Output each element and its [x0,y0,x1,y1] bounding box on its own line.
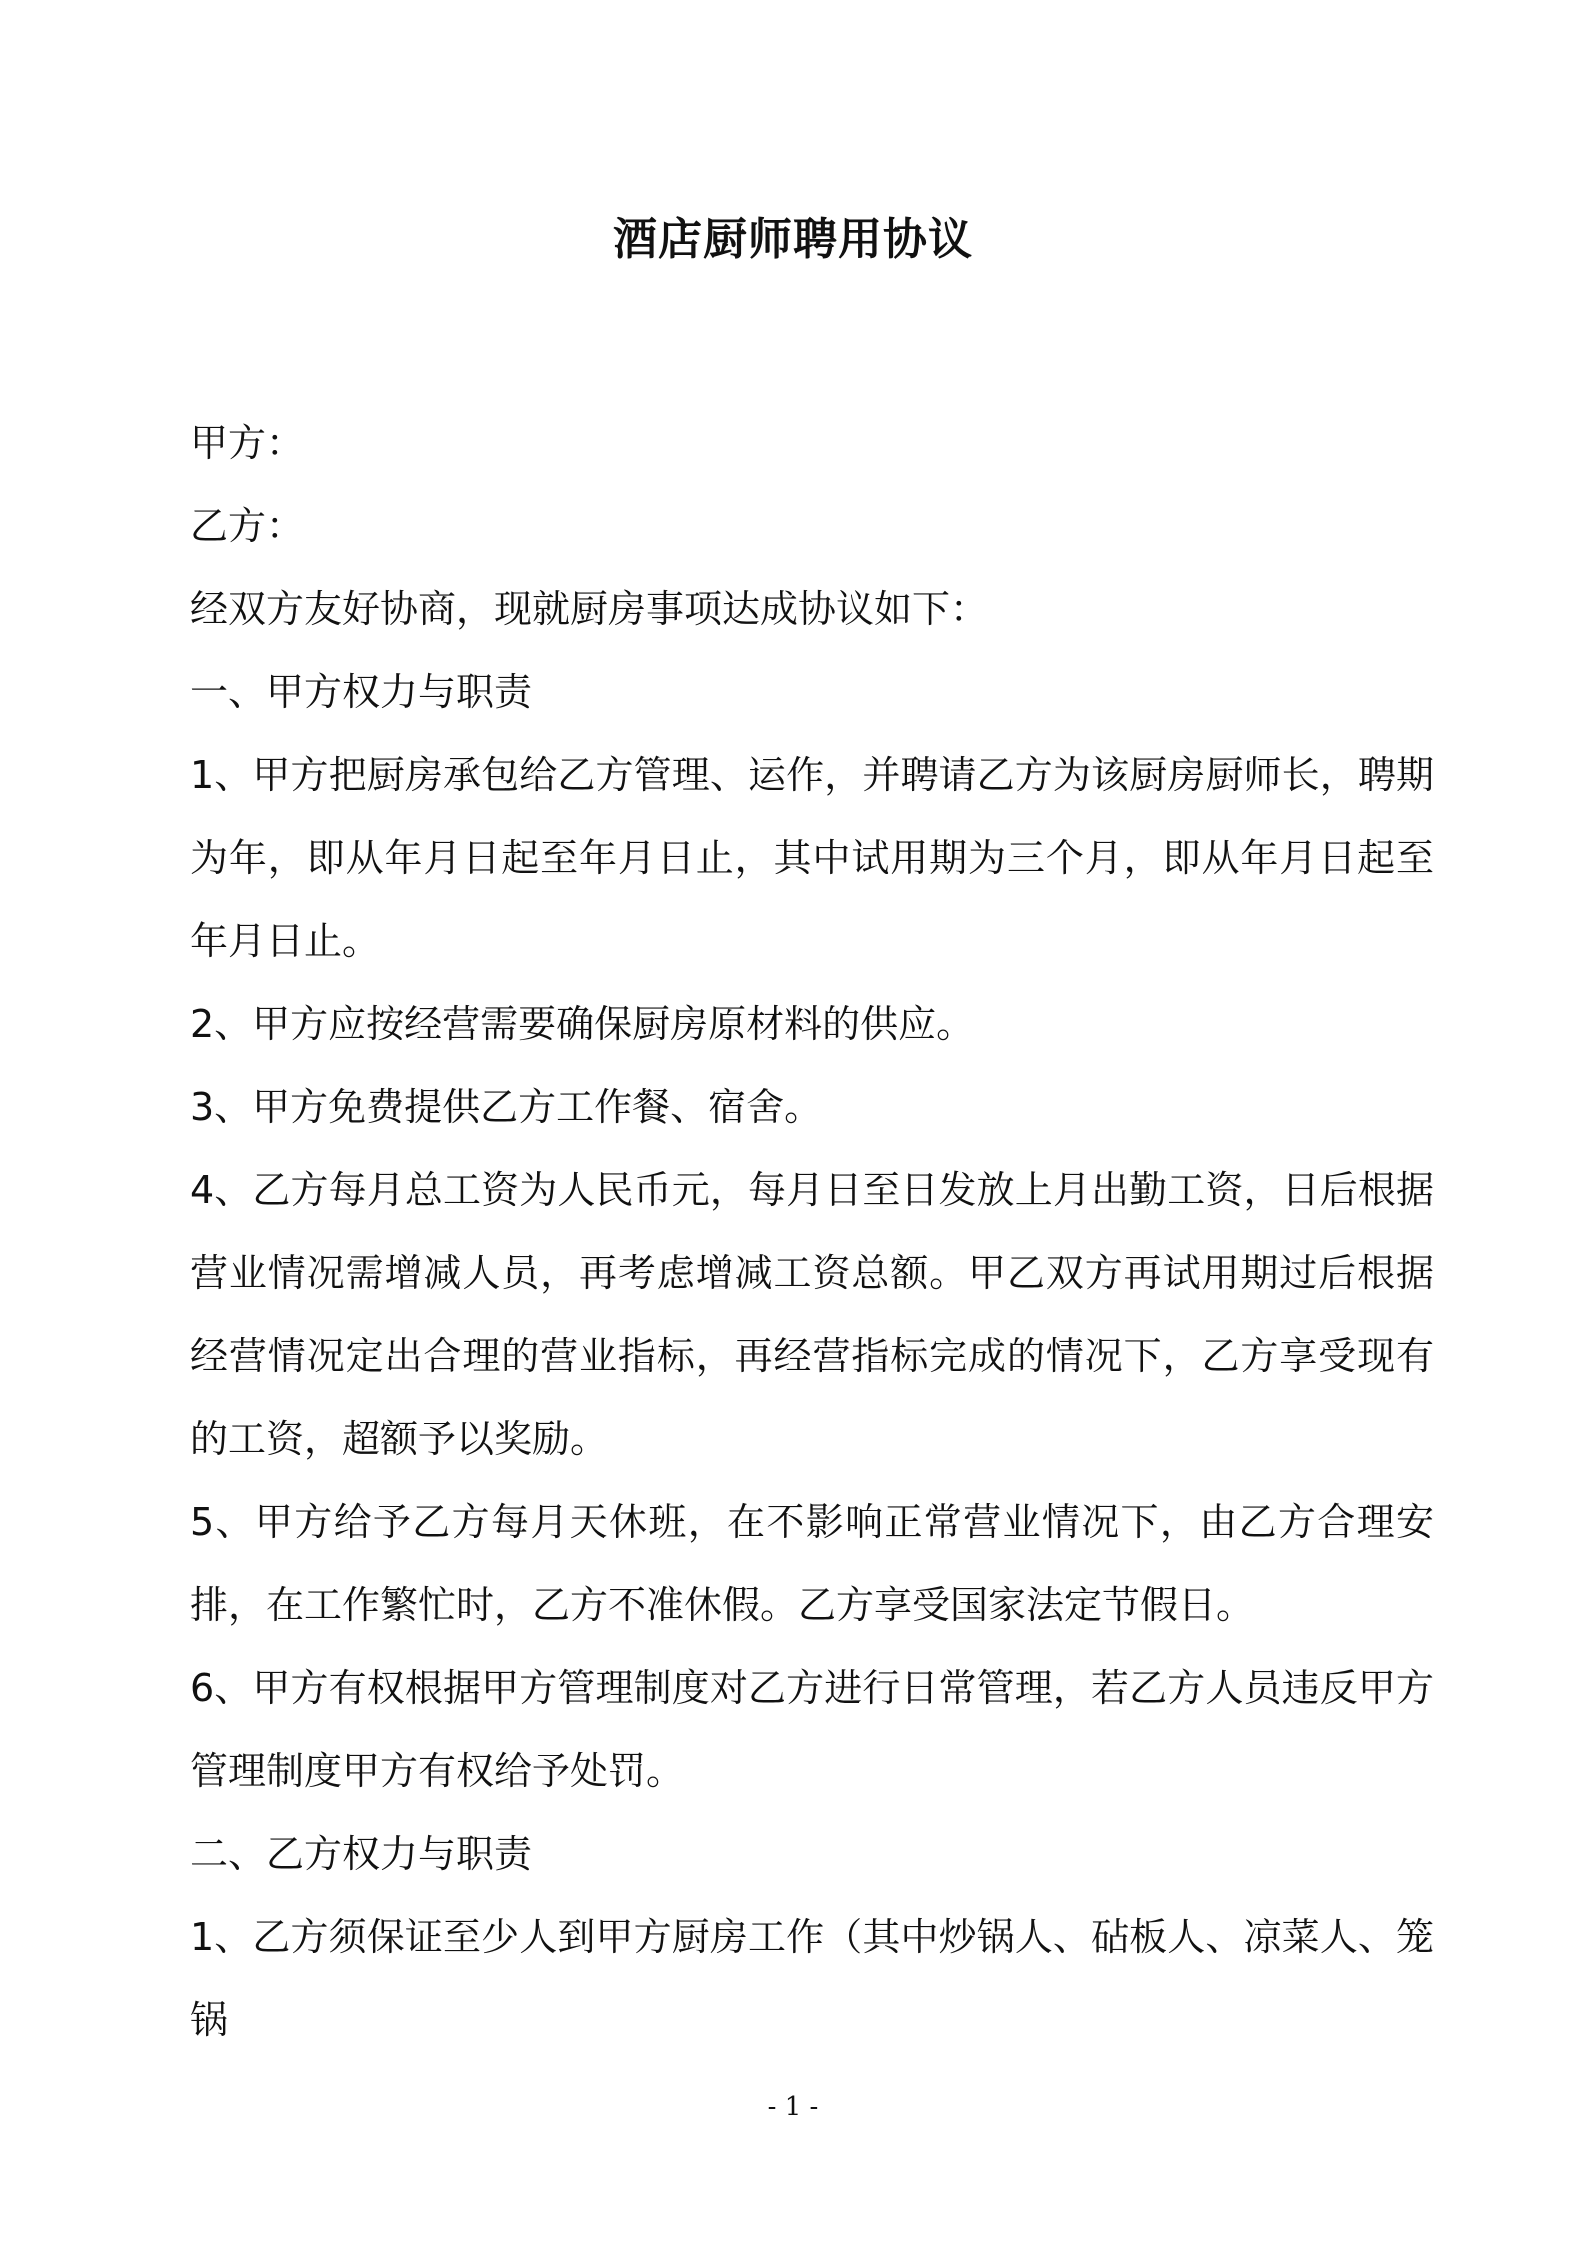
clause-a-2: 2、甲方应按经营需要确保厨房原材料的供应。 [190,1002,975,1046]
clause-a-1: 1、甲方把厨房承包给乙方管理、运作，并聘请乙方为该厨房厨师长，聘期为年，即从年月日起至年月日止，其中试用期为三个月，即从年月日起至年月日止。 [190,753,1434,963]
clause-a-3: 3、甲方免费提供乙方工作餐、宿舍。 [190,1085,823,1129]
section-heading-party-b: 二、乙方权力与职责 [190,1832,533,1876]
clause-a-6: 6、甲方有权根据甲方管理制度对乙方进行日常管理，若乙方人员违反甲方管理制度甲方有权给予处罚。 [190,1666,1434,1793]
document-body [190,402,1434,2062]
clause-a-5: 5、甲方给予乙方每月天休班，在不影响正常营业情况下，由乙方合理安排，在工作繁忙时，乙方不准休假。乙方享受国家法定节假日。 [190,1500,1434,1627]
document-title: 酒店厨师聘用协议 [613,214,973,265]
clause-b-1: 1、乙方须保证至少人到甲方厨房工作（其中炒锅人、砧板人、凉菜人、笼锅 [190,1915,1434,2042]
party-b-line: 乙方： [190,504,305,548]
section-heading-party-a: 一、甲方权力与职责 [190,670,533,714]
agreement-intro: 经双方友好协商，现就厨房事项达成协议如下： [190,587,989,631]
page-number: - 1 - [767,2092,819,2122]
clause-a-4: 4、乙方每月总工资为人民币元，每月日至日发放上月出勤工资，日后根据营业情况需增减人员，再考虑增减工资总额。甲乙双方再试用期过后根据经营情况定出合理的营业指标，再经营指标完成的情况下，乙方享受现有的工资，超额予以奖励。 [190,1168,1434,1461]
party-a-line: 甲方： [190,421,305,465]
